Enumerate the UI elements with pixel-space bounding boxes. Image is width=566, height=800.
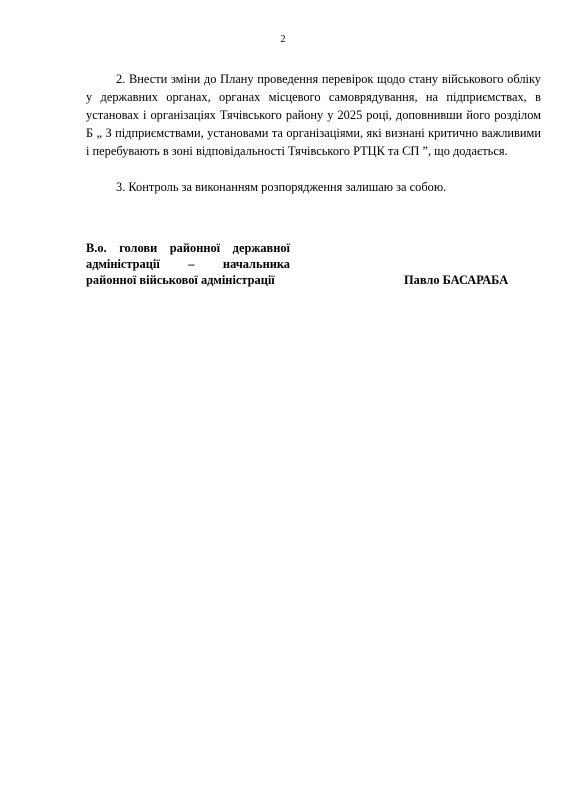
signatory-name: Павло БАСАРАБА — [404, 273, 509, 287]
signature-position-line: адміністрації – начальника — [86, 257, 290, 271]
paragraph-control: 3. Контроль за виконанням розпорядження залишаю за собою. — [116, 180, 447, 194]
signature-position-line: районної військової адміністрації — [86, 273, 275, 287]
page-number: 2 — [280, 34, 286, 45]
signature-position — [86, 240, 290, 288]
paragraph-amendment: 2. Внести зміни до Плану проведення перевірок щодо стану військового обліку у державних органах, органах місцевого самоврядування, на підприємствах, в установах і організаціях Тячівського району у 2025 році, доповнивши його розділом Б „ З підприємствами, установами та організаціями, які визнані критично важливими і перебувають в зоні відповідальності Тячівського РТЦК та СП ”, що додається. — [86, 72, 541, 158]
signature-position-line: В.о. голови районної державної — [86, 241, 290, 255]
